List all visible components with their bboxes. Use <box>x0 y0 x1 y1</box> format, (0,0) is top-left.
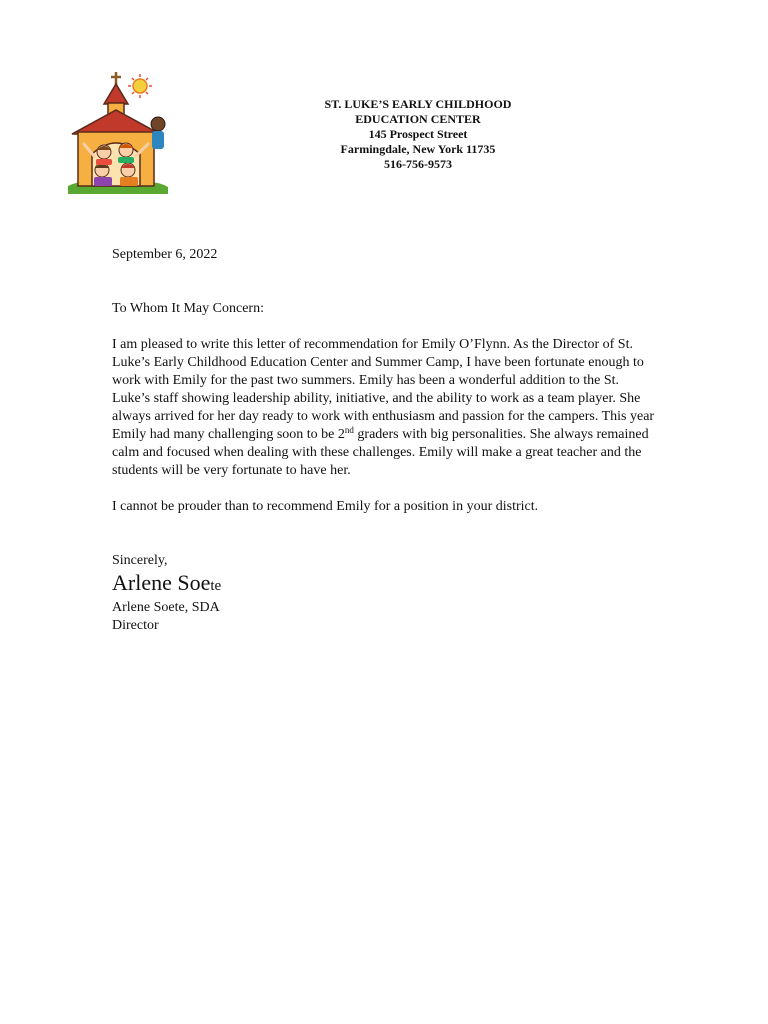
paragraph-text-part2: graders with big personalities. She always remained calm and focused when dealing with these challenges. Emily will make a great teacher and the students will be very fortunate to have her. <box>112 427 649 478</box>
paragraph-text-part1: I am pleased to write this letter of recommendation for Emily O’Flynn. As the Director of St. Luke’s Early Childhood Education Center and Summer Camp, I have been fortunate enough to work with Emily for the past two summers. Emily has been a wonderful addition to the St. Luke’s staff showing leadership ability, initiative, and the ability to work as a team player. She always arrived for her day ready to work with enthusiasm and passion for the campers. This year Emily had many challenging soon to be 2 <box>112 337 655 442</box>
ordinal-superscript: nd <box>344 425 354 435</box>
signature-end: te <box>210 578 222 594</box>
letterhead <box>290 97 546 172</box>
signer-title: Director <box>112 618 159 633</box>
letter-body <box>112 246 657 635</box>
street-address: 145 Prospect Street <box>368 127 468 141</box>
salutation: To Whom It May Concern: <box>112 301 264 316</box>
recommendation-paragraph <box>112 336 657 480</box>
signature-main: Arlene Soe <box>112 570 211 595</box>
sun-icon <box>128 74 152 98</box>
letter-date: September 6, 2022 <box>112 247 218 262</box>
phone-number: 516-756-9573 <box>384 157 452 171</box>
signer-name: Arlene Soete, SDA <box>112 600 220 615</box>
school-logo <box>64 70 172 198</box>
organization-name-line1: ST. LUKE’S EARLY CHILDHOOD <box>324 97 512 111</box>
signature <box>112 570 657 599</box>
organization-name-line2: EDUCATION CENTER <box>355 112 481 126</box>
closing-paragraph: I cannot be prouder than to recommend Emily for a position in your district. <box>112 499 539 514</box>
city-state-zip: Farmingdale, New York 11735 <box>340 142 496 156</box>
church-with-children-icon <box>64 70 172 198</box>
complimentary-close: Sincerely, <box>112 553 168 568</box>
